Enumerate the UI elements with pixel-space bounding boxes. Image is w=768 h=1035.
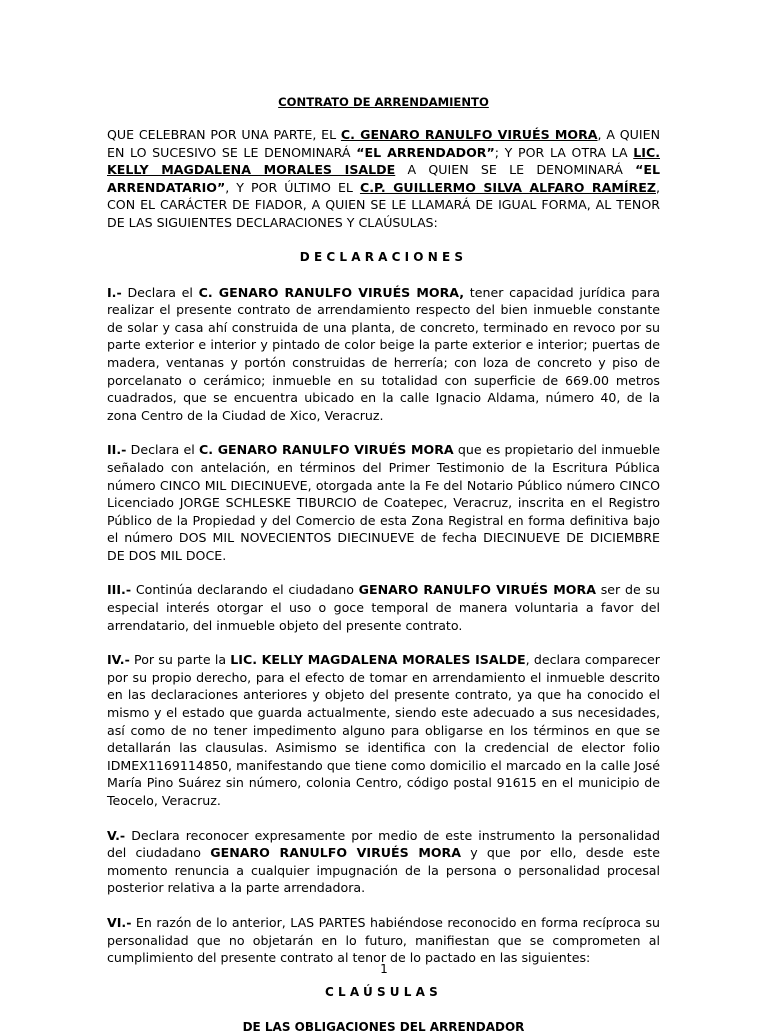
declaration-text: tener capacidad jurídica para realizar el presente contrato de arrendamiento respecto del bien inmueble constante de solar y casa ahí construida de una planta, de concreto, terminado en revoco por su parte exterior e interior y pintado de color beige la parte exterior e interior; puertas de madera, ventanas y portón construidas de herrería; con loza de concreto y piso de porcelanato o cerámico; inmueble en su totalidad con superficie de 669.00 metros cuadrados, que se encuentra ubicado en la calle Ignacio Aldama, número 40, de la zona Centro de la Ciudad de Xico, Veracruz. <box>107 284 660 423</box>
declaration-party-name: LIC. KELLY MAGDALENA MORALES ISALDE <box>230 652 526 668</box>
declaration-5 <box>107 827 660 897</box>
declaration-party-name: GENARO RANULFO VIRUÉS MORA <box>210 845 461 861</box>
declaration-number: V.- <box>107 827 126 843</box>
declaration-party-name: C. GENARO RANULFO VIRUÉS MORA <box>199 442 454 458</box>
declaration-4 <box>107 651 660 809</box>
declaration-text: , declara comparecer por su propio derecho, para el efecto de tomar en arrendamiento el inmueble descrito en las declaraciones anteriores y objeto del presente contrato, ya que ha conocido el mismo y el estado que guarda actualmente, siendo este adecuado a sus necesidades, así como de no tener impedimento alguno para obligarse en los términos en que se detallarán las clausulas. Asimismo se identifica con la credencial de elector folio IDMEX1169114850, manifestando que tiene como domicilio el marcado en la calle José María Pino Suárez sin número, colonia Centro, código postal 91615 en el municipio de Teocelo, Veracruz. <box>107 652 660 808</box>
declaration-text: que es propietario del inmueble señalado con antelación, en términos del Primer Testimonio de la Escritura Pública número CINCO MIL DIECINUEVE, otorgada ante la Fe del Notario Público número CINCO Licenciado JORGE SCHLESKE TIBURCIO de Coatepec, Veracruz, inscrita en el Registro Público de la Propiedad y del Comercio de esta Zona Registral en forma definitiva bajo el número DOS MIL NOVECIENTOS DIECINUEVE de fecha DIECINUEVE DE DICIEMBRE DE DOS MIL DOCE. <box>107 442 660 563</box>
arrendatario-name: LIC. KELLY MAGDALENA MORALES ISALDE <box>107 144 660 178</box>
arrendatario-alias: “EL ARRENDATARIO” <box>107 162 660 195</box>
declaration-party-name: GENARO RANULFO VIRUÉS MORA <box>358 582 596 598</box>
arrendador-name: C. GENARO RANULFO VIRUÉS MORA <box>340 127 598 142</box>
declaration-text: Declara reconocer expresamente por medio de este instrumento la personalidad del ciudadano <box>107 827 660 861</box>
declaration-text: y que por ello, desde este momento renuncia a cualquier impugnación de la persona o personalidad procesal posterior relativa a la parte arrendadora. <box>107 845 660 896</box>
declaration-text: Declara el <box>126 442 200 458</box>
declaration-number: VI.- <box>107 914 132 930</box>
declaration-text: En razón de lo anterior, LAS PARTES habiéndose reconocido en forma recíproca su personalidad que no objetarán en lo futuro, manifiestan que se comprometen al cumplimiento del presente contrato al tenor de lo pactado en las siguientes: <box>107 914 660 966</box>
obligaciones-heading: DE LAS OBLIGACIONES DEL ARRENDADOR <box>242 1019 525 1034</box>
document-title: CONTRATO DE ARRENDAMIENTO <box>278 95 489 109</box>
intro-text-6: , CON EL CARÁCTER DE FIADOR, A QUIEN SE LE LLAMARÁ DE IGUAL FORMA, AL TENOR DE LAS SIGUIENTES DECLARACIONES Y CLAÚSULAS: <box>107 179 660 230</box>
declaration-2 <box>107 441 660 564</box>
declaration-text: ser de su especial interés otorgar el uso o goce temporal de manera voluntaria a favor del arrendatario, del inmueble objeto del presente contrato. <box>107 582 660 633</box>
fiador-name: C.P. GUILLERMO SILVA ALFARO RAMÍREZ <box>359 179 656 195</box>
intro-text-2: , A QUIEN EN LO SUCESIVO SE LE DENOMINARÁ <box>107 127 660 160</box>
intro-text-4: A QUIEN SE LE DENOMINARÁ <box>395 162 636 178</box>
intro-text-3: ; Y POR LA OTRA LA <box>494 144 634 160</box>
intro-text-1: QUE CELEBRAN POR UNA PARTE, EL <box>107 127 341 142</box>
intro-text-5: , Y POR ÚLTIMO EL <box>225 179 360 195</box>
declaration-number: IV.- <box>107 652 130 668</box>
declaration-1 <box>107 284 660 425</box>
declaration-text: Por su parte la <box>129 652 231 668</box>
page-number: 1 <box>380 962 388 976</box>
declaraciones-heading: DECLARACIONES <box>299 249 468 264</box>
arrendador-alias: “EL ARRENDADOR” <box>356 144 495 160</box>
declaration-3 <box>107 581 660 634</box>
declaration-text: Continúa declarando el ciudadano <box>131 582 359 598</box>
intro-paragraph <box>107 126 660 232</box>
declaration-text: Declara el <box>121 284 199 300</box>
clausulas-heading: CLAÚSULAS <box>325 984 442 999</box>
declaration-party-name: C. GENARO RANULFO VIRUÉS MORA, <box>198 284 465 300</box>
declaration-number: I.- <box>107 284 122 300</box>
declaration-number: II.- <box>107 442 127 458</box>
declaration-6 <box>107 914 660 967</box>
declaration-number: III.- <box>107 582 132 598</box>
